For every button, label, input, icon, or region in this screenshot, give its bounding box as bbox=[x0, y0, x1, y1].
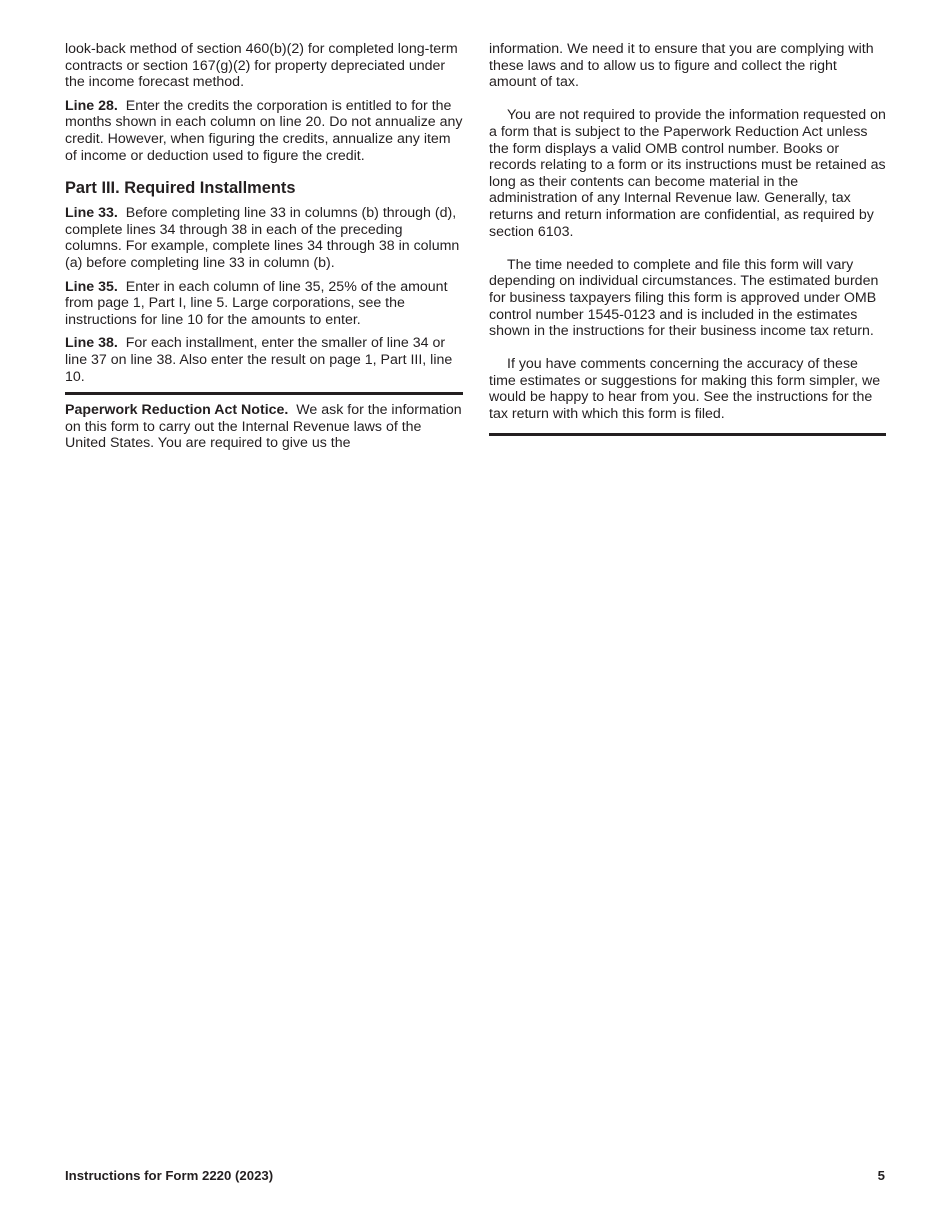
left-column bbox=[65, 41, 463, 459]
line-33-label: Line 33. bbox=[65, 205, 118, 222]
line-35-text: Enter in each column of line 35, 25% of the amount from page 1, Part I, line 5. Large corporations, see the instructions for line 10 for the amounts to enter. bbox=[65, 278, 448, 328]
footer-title: Instructions for Form 2220 (2023) bbox=[65, 1168, 274, 1183]
line-28-paragraph bbox=[65, 98, 463, 164]
line-35-label: Line 35. bbox=[65, 278, 118, 295]
line-35-paragraph bbox=[65, 279, 463, 329]
continuation-paragraph: information. We need it to ensure that you are complying with these laws and to allow us to figure and collect the right amount of tax. bbox=[489, 41, 874, 91]
paperwork-notice-text: We ask for the information on this form to carry out the Internal Revenue laws of the United States. You are required to give us the bbox=[65, 402, 462, 452]
intro-paragraph: look-back method of section 460(b)(2) for completed long-term contracts or section 167(g)(2) for property depreciated under the income forecast method. bbox=[65, 41, 458, 91]
paperwork-notice-label: Paperwork Reduction Act Notice. bbox=[65, 402, 289, 419]
right-column bbox=[489, 41, 886, 436]
line-38-paragraph bbox=[65, 335, 463, 385]
end-divider bbox=[489, 433, 886, 436]
page-number: 5 bbox=[877, 1168, 885, 1183]
line-33-text: Before completing line 33 in columns (b) through (d), complete lines 34 through 38 in each of the preceding columns. For example, complete lines 34 through 38 in column (a) before completing line 33 in column (b). bbox=[65, 205, 460, 271]
comments-paragraph: If you have comments concerning the accuracy of these time estimates or suggestions for making this form simpler, we would be happy to hear from you. See the instructions for the tax return with which this form is filed. bbox=[489, 356, 881, 423]
page-footer bbox=[65, 1168, 885, 1183]
section-divider bbox=[65, 392, 463, 395]
line-38-text: For each installment, enter the smaller of line 34 or line 37 on line 38. Also enter the result on page 1, Part III, line 10. bbox=[65, 335, 453, 385]
line-33-paragraph bbox=[65, 205, 463, 271]
paperwork-notice-paragraph bbox=[65, 402, 463, 452]
line-28-label: Line 28. bbox=[65, 97, 118, 114]
part-3-heading: Part III. Required Installments bbox=[65, 179, 296, 198]
line-38-label: Line 38. bbox=[65, 335, 118, 352]
line-28-text: Enter the credits the corporation is entitled to for the months shown in each column on line 20. Do not annualize any credit. However, when figuring the credits, annualize any item of income or deduction used to figure the credit. bbox=[65, 97, 463, 164]
omb-paragraph: You are not required to provide the information requested on a form that is subject to the Paperwork Reduction Act unless the form displays a valid OMB control number. Books or records relating to a form or its instructions must be retained as long as their contents can become material in the administration of any Internal Revenue law. Generally, tax returns and return information are confidential, as required by section 6103. bbox=[489, 107, 886, 240]
burden-paragraph: The time needed to complete and file this form will vary depending on individual circumstances. The estimated burden for business taxpayers filing this form is approved under OMB control number 1545-0123 and is included in the estimates shown in the instructions for their business income tax return. bbox=[489, 256, 879, 340]
